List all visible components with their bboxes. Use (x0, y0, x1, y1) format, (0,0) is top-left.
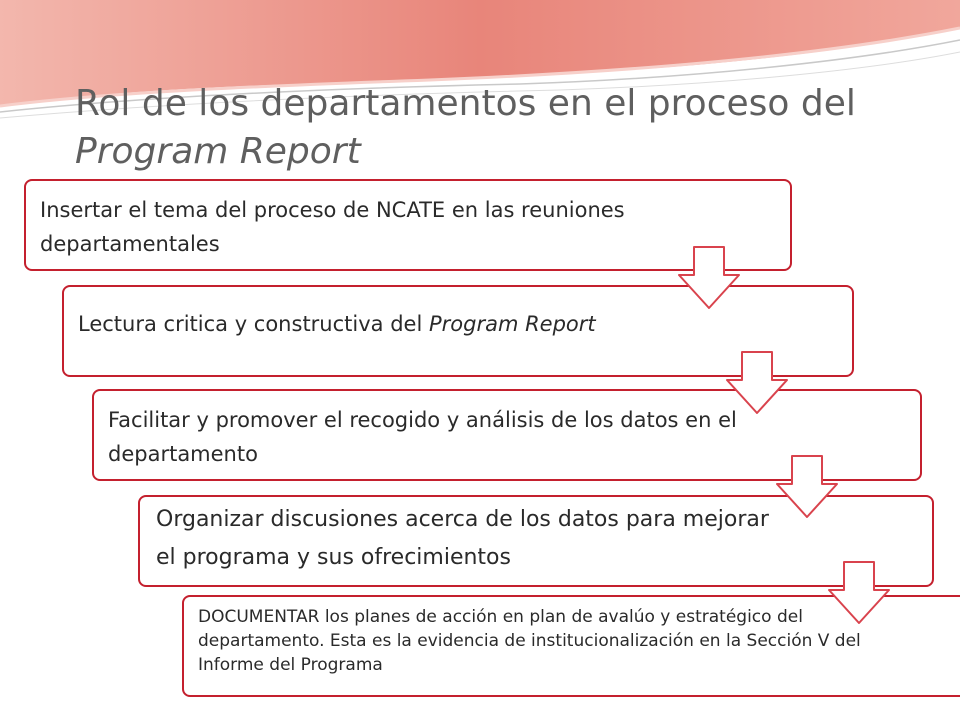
step-2-text (78, 307, 778, 341)
down-arrow-icon (724, 350, 790, 416)
step-2-text-main: Lectura critica y constructiva del (78, 312, 429, 336)
title-line-2: Program Report (75, 131, 361, 172)
step-2-text-italic: Program Report (428, 312, 596, 336)
title-line-1: Rol de los departamentos en el proceso del (75, 83, 856, 124)
step-3-text: Facilitar y promover el recogido y análisis de los datos en el departamento (108, 408, 737, 466)
down-arrow-icon (676, 245, 742, 311)
down-arrow-icon (826, 560, 892, 626)
page-title (75, 80, 935, 176)
step-1-text: Insertar el tema del proceso de NCATE en las reuniones departamentales (40, 198, 625, 256)
step-5-text: DOCUMENTAR los planes de acción en plan de avalúo y estratégico del departamento. Esta es la evidencia de institucionalización en la Sección V del Informe del Programa (198, 607, 861, 675)
down-arrow-icon (774, 454, 840, 520)
step-4-text: Organizar discusiones acerca de los datos para mejorar el programa y sus ofrecimientos (156, 507, 769, 570)
